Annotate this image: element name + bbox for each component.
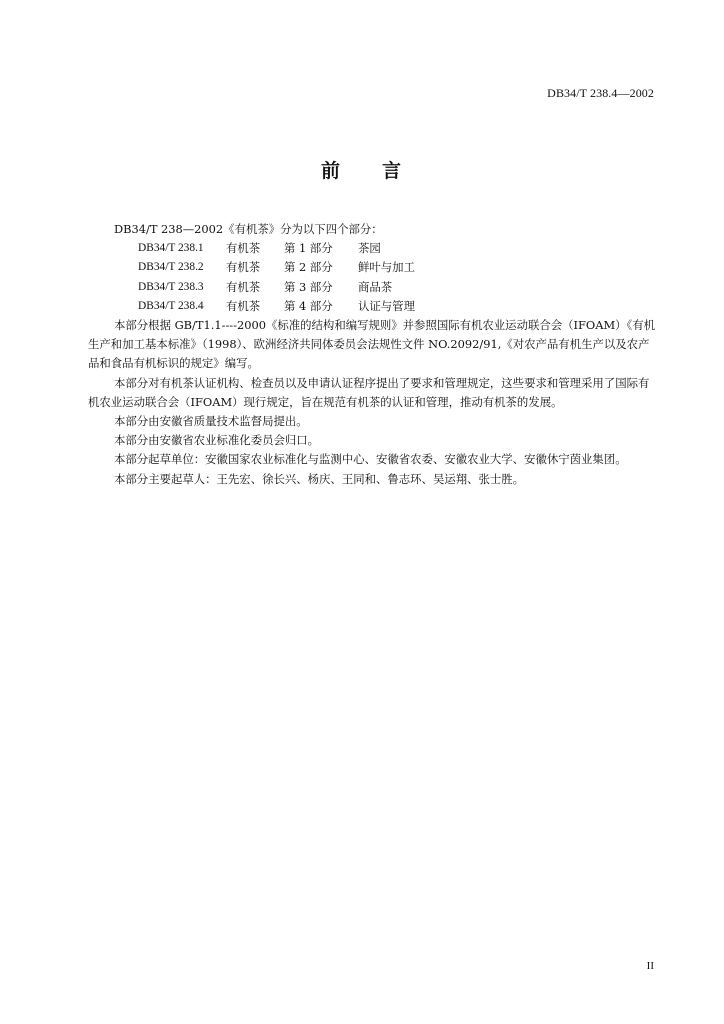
title-char-1: 前 bbox=[320, 160, 342, 182]
proposer-paragraph: 本部分由安徽省质量技术监督局提出。 bbox=[114, 413, 308, 428]
part-name: 有机茶 bbox=[226, 298, 261, 313]
title-char-2: 言 bbox=[382, 160, 404, 182]
standard-code: DB34/T 238.4—2002 bbox=[547, 86, 654, 100]
part-desc: 茶园 bbox=[358, 241, 381, 256]
page-title bbox=[0, 156, 724, 183]
intro-paragraph: DB34/T 238—2002《有机茶》分为以下四个部分： bbox=[114, 222, 383, 236]
list-item bbox=[88, 239, 658, 258]
parts-list bbox=[88, 239, 658, 316]
scope-paragraph: 本部分对有机茶认证机构、检查员以及申请认证程序提出了要求和管理规定，这些要求和管理采用了国际有机农业运动联合会（IFOAM）现行规定，旨在规范有机茶的认证和管理，推动有机茶的发展。 bbox=[88, 375, 650, 409]
part-name: 有机茶 bbox=[226, 279, 261, 294]
centralized-paragraph: 本部分由安徽省农业标准化委员会归口。 bbox=[114, 433, 320, 448]
part-number: 第 1 部分 bbox=[284, 241, 333, 256]
part-number: 第 4 部分 bbox=[284, 298, 333, 313]
drafters-paragraph: 本部分主要起草人：王先宏、徐长兴、杨庆、王同和、鲁志环、吴运翔、张士胜。 bbox=[114, 471, 525, 486]
drafting-units-paragraph: 本部分起草单位：安徽国家农业标准化与监测中心、安徽省农委、安徽农业大学、安徽休宁茵业集团。 bbox=[114, 452, 627, 467]
part-desc: 商品茶 bbox=[358, 279, 393, 294]
part-desc: 鲜叶与加工 bbox=[358, 260, 415, 275]
part-code: DB34/T 238.2 bbox=[138, 261, 204, 274]
part-name: 有机茶 bbox=[226, 260, 261, 275]
part-desc: 认证与管理 bbox=[358, 298, 415, 313]
basis-paragraph: 本部分根据 GB/T1.1----2000《标准的结构和编写规则》并参照国际有机农业运动联合会（IFOAM）《有机生产和加工基本标准》（1998）、欧洲经济共同体委员会法规性文件 NO.2092/91,《对农产品有机生产以及农产品和食品有机标识的规定》编写。 bbox=[88, 317, 656, 371]
part-code: DB34/T 238.3 bbox=[138, 280, 204, 293]
list-item bbox=[88, 297, 658, 316]
list-item bbox=[88, 278, 658, 297]
list-item bbox=[88, 258, 658, 277]
part-number: 第 2 部分 bbox=[284, 260, 333, 275]
part-code: DB34/T 238.1 bbox=[138, 242, 204, 255]
foreword-body bbox=[88, 220, 658, 489]
part-number: 第 3 部分 bbox=[284, 279, 333, 294]
page-number: II bbox=[646, 960, 654, 972]
part-name: 有机茶 bbox=[226, 241, 261, 256]
part-code: DB34/T 238.4 bbox=[138, 299, 204, 312]
